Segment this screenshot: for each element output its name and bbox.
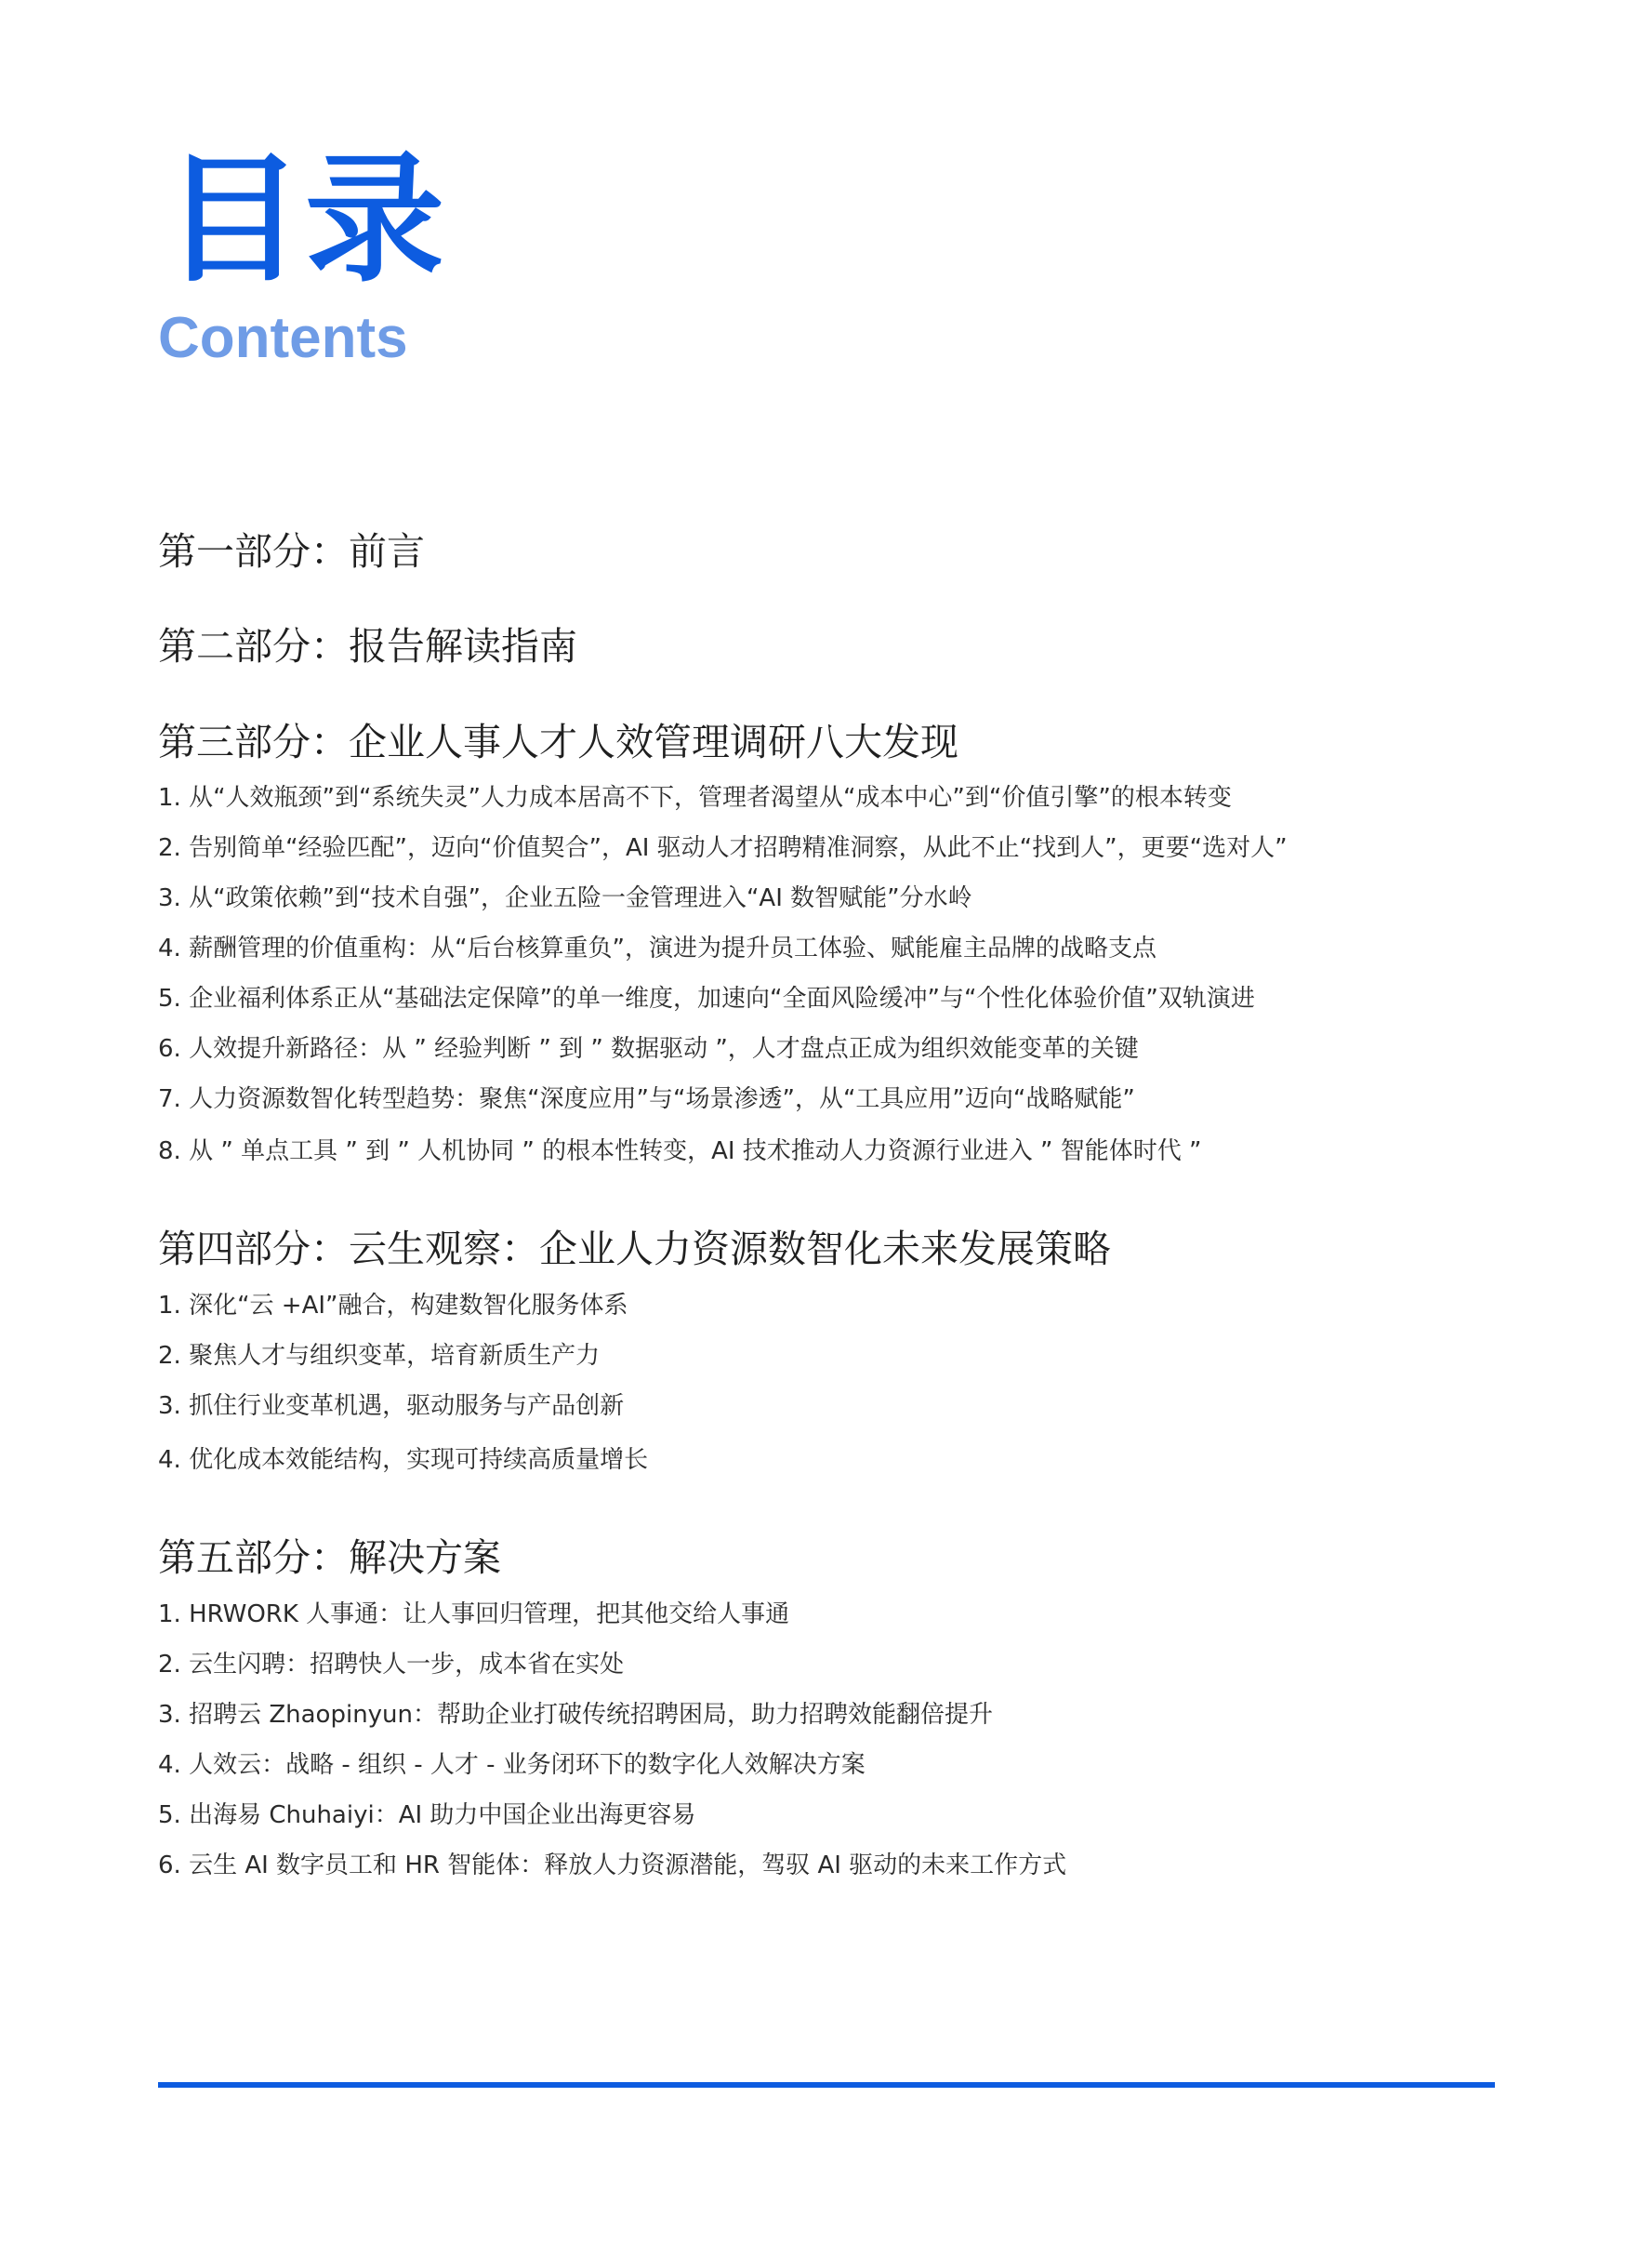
section-title[interactable]: 第三部分：企业人事人才人效管理调研八大发现 [158, 720, 958, 764]
toc-section-2 [158, 624, 1478, 669]
section-title[interactable]: 第五部分：解决方案 [158, 1535, 501, 1580]
toc-item[interactable]: 5. 出海易 Chuhaiyi：AI 助力中国企业出海更容易 [158, 1801, 696, 1829]
toc-item[interactable]: 8. 从 ” 单点工具 ” 到 ” 人机协同 ” 的根本性转变，AI 技术推动人力资源行业进入 ” 智能体时代 ” [158, 1137, 1202, 1165]
toc-item[interactable]: 1. 从“人效瓶颈”到“系统失灵”人力成本居高不下，管理者渴望从“成本中心”到“价值引擎”的根本转变 [158, 784, 1232, 812]
toc-item[interactable]: 3. 抓住行业变革机遇，驱动服务与产品创新 [158, 1392, 625, 1420]
bottom-divider [158, 2082, 1495, 2088]
toc-item[interactable]: 6. 人效提升新路径：从 ” 经验判断 ” 到 ” 数据驱动 ”，人才盘点正成为组织效能变革的关键 [158, 1035, 1139, 1063]
toc-item[interactable]: 6. 云生 AI 数字员工和 HR 智能体：释放人力资源潜能，驾驭 AI 驱动的未来工作方式 [158, 1851, 1067, 1879]
toc-item[interactable]: 1. HRWORK 人事通：让人事回归管理，把其他交给人事通 [158, 1600, 790, 1628]
toc-section-4 [158, 1227, 1478, 1474]
toc-item[interactable]: 1. 深化“云 +AI”融合，构建数智化服务体系 [158, 1292, 628, 1320]
toc-section-1 [158, 529, 1478, 574]
toc-item[interactable]: 3. 从“政策依赖”到“技术自强”，企业五险一金管理进入“AI 数智赋能”分水岭 [158, 884, 972, 912]
toc-item[interactable]: 2. 云生闪聘：招聘快人一步，成本省在实处 [158, 1651, 625, 1679]
toc-item[interactable]: 2. 聚焦人才与组织变革，培育新质生产力 [158, 1342, 601, 1370]
toc-section-5 [158, 1535, 1478, 1879]
section-title[interactable]: 第二部分：报告解读指南 [158, 624, 577, 669]
toc-item[interactable]: 5. 企业福利体系正从“基础法定保障”的单一维度，加速向“全面风险缓冲”与“个性化体验价值”双轨演进 [158, 985, 1255, 1013]
section-title[interactable]: 第四部分：云生观察：企业人力资源数智化未来发展策略 [158, 1227, 1111, 1271]
toc-item[interactable]: 4. 人效云：战略 - 组织 - 人才 - 业务闭环下的数字化人效解决方案 [158, 1751, 866, 1779]
toc-item[interactable]: 4. 优化成本效能结构，实现可持续高质量增长 [158, 1446, 649, 1474]
toc-section-3 [158, 720, 1478, 1165]
toc-item[interactable]: 3. 招聘云 Zhaopinyun：帮助企业打破传统招聘困局，助力招聘效能翻倍提升 [158, 1701, 994, 1729]
section-title[interactable]: 第一部分：前言 [158, 529, 425, 574]
toc-item[interactable]: 7. 人力资源数智化转型趋势：聚焦“深度应用”与“场景渗透”，从“工具应用”迈向“战略赋能” [158, 1085, 1135, 1113]
page-title: 目录 [164, 139, 447, 301]
toc-item[interactable]: 4. 薪酬管理的价值重构：从“后台核算重负”，演进为提升员工体验、赋能雇主品牌的战略支点 [158, 935, 1157, 962]
page-subtitle: Contents [158, 306, 408, 370]
toc-item[interactable]: 2. 告别简单“经验匹配”，迈向“价值契合”，AI 驱动人才招聘精准洞察，从此不止“找到人”，更要“选对人” [158, 834, 1288, 862]
